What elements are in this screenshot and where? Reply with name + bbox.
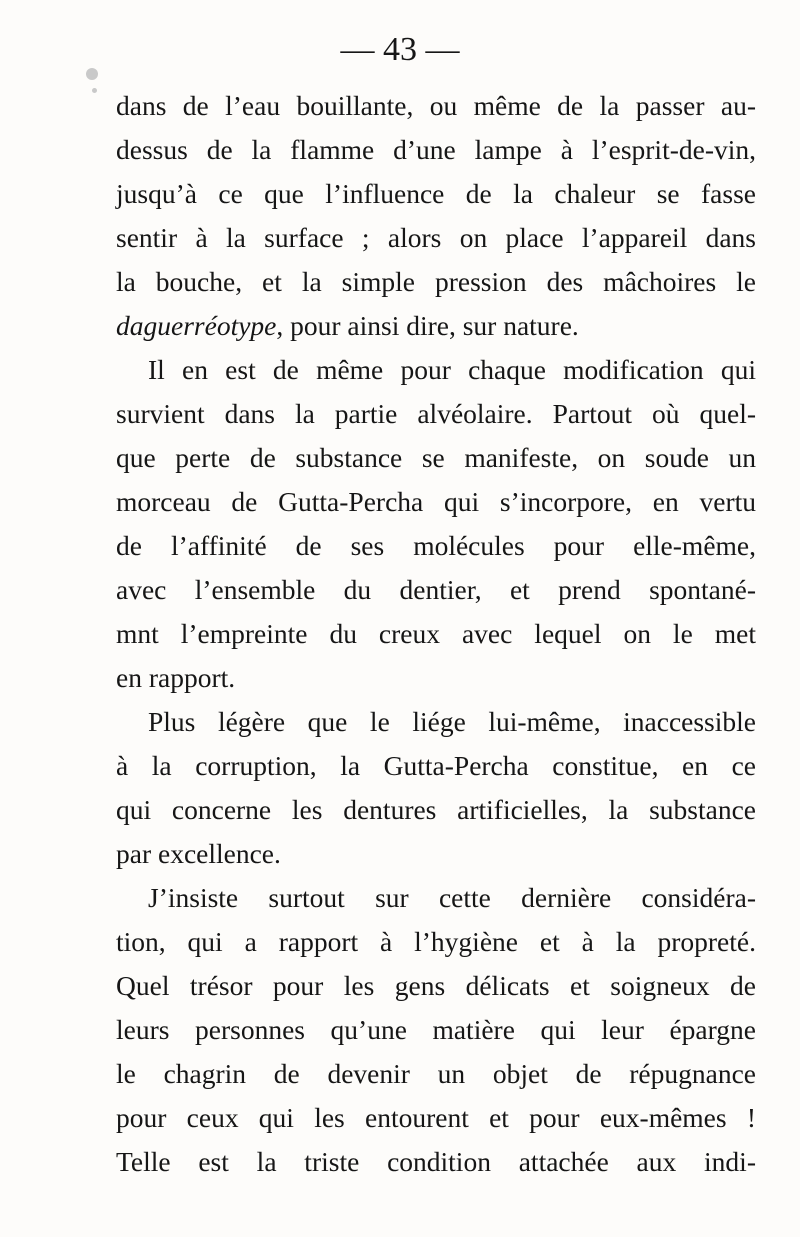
text-line: tion, qui a rapport à l’hygiène et à la propreté. — [116, 926, 756, 957]
text-line: en rapport. — [116, 662, 236, 693]
page-number: — 43 — — [340, 31, 460, 68]
text-line — [116, 304, 756, 348]
text-line: à la corruption, la Gutta-Percha constitue, en ce — [116, 750, 756, 781]
text-line: dessus de la flamme d’une lampe à l’esprit-de-vin, — [116, 134, 756, 165]
paragraph-first-line: Plus légère que le liége lui-même, inaccessible — [148, 706, 756, 737]
text-line: sentir à la surface ; alors on place l’appareil dans — [116, 222, 756, 253]
text-line: que perte de substance se manifeste, on soude un — [116, 442, 756, 473]
text-line: Quel trésor pour les gens délicats et soigneux de — [116, 970, 756, 1001]
text-line: morceau de Gutta-Percha qui s’incorpore, en vertu — [116, 486, 756, 517]
text-line: la bouche, et la simple pression des mâchoires le — [116, 266, 756, 297]
paragraph-first-line: J’insiste surtout sur cette dernière considéra- — [148, 882, 756, 913]
text-line: de l’affinité de ses molécules pour elle-même, — [116, 530, 756, 561]
text-line: avec l’ensemble du dentier, et prend spontané- — [116, 574, 756, 605]
body-text — [116, 84, 756, 1184]
text-line: par excellence. — [116, 838, 281, 869]
paper-speck — [92, 88, 97, 93]
text-line: survient dans la partie alvéolaire. Partout où quel- — [116, 398, 756, 429]
paragraph-first-line: Il en est de même pour chaque modification qui — [148, 354, 756, 385]
italic-term: daguerréotype — [116, 310, 277, 341]
text-line: Telle est la triste condition attachée aux indi- — [116, 1146, 756, 1177]
text-line: mnt l’empreinte du creux avec lequel on le met — [116, 618, 756, 649]
text-fragment: , pour ainsi dire, sur nature. — [276, 310, 579, 341]
text-line: le chagrin de devenir un objet de répugnance — [116, 1058, 756, 1089]
text-line: jusqu’à ce que l’influence de la chaleur se fasse — [116, 178, 756, 209]
text-line: dans de l’eau bouillante, ou même de la passer au- — [116, 90, 756, 121]
text-line: pour ceux qui les entourent et pour eux-mêmes ! — [116, 1102, 756, 1133]
text-line: qui concerne les dentures artificielles, la substance — [116, 794, 756, 825]
text-line: leurs personnes qu’une matière qui leur épargne — [116, 1014, 756, 1045]
